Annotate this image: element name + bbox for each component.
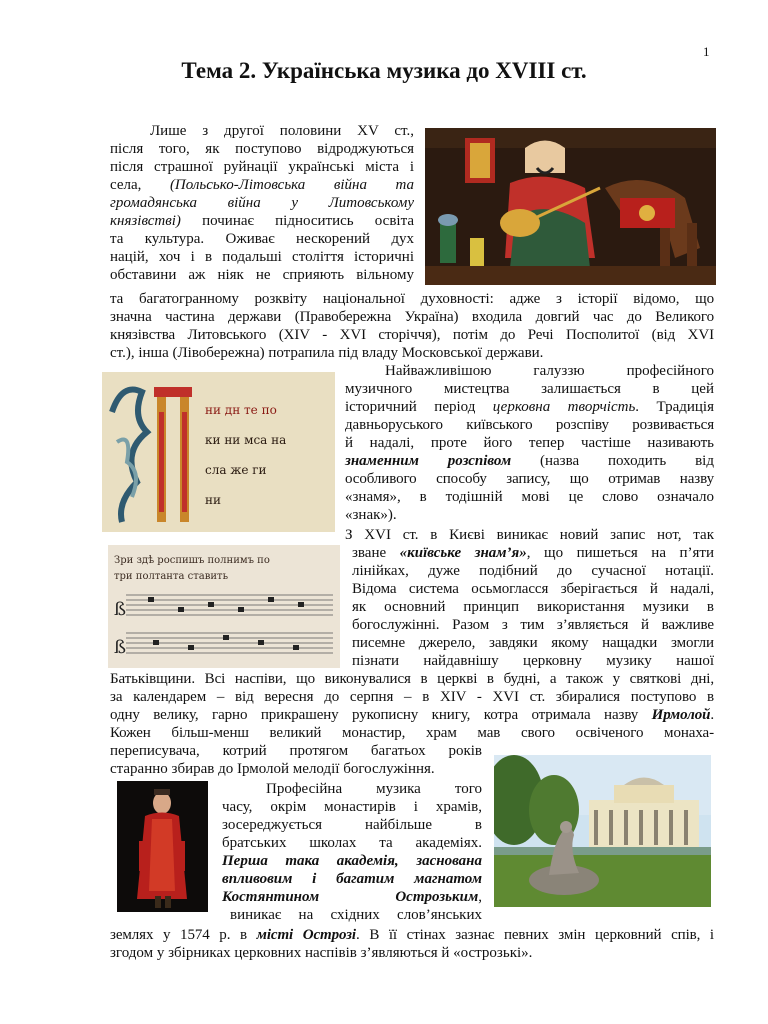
cossack-mamay-painting xyxy=(425,128,716,285)
svg-text:ß: ß xyxy=(114,599,127,620)
paragraph-line: Перша така академія, заснована xyxy=(222,853,482,869)
paragraph-line: згодом у збірниках церковних наспівів з’являються й «острозькі». xyxy=(110,945,533,961)
manuscript-neume-line-2: ки ни мса на xyxy=(205,433,287,447)
paragraph-line: історичний період церковна творчість. Традиція xyxy=(345,399,714,415)
paragraph-line: села, (Польсько-Літовська війна та xyxy=(110,177,414,193)
paragraph-line: давньоруського київського розспіву розвивається xyxy=(345,417,714,433)
paragraph-line: Батьківщини. Всі наспіви, що виконувалися в церкві в будні, а також у святкові дні, xyxy=(110,671,714,687)
paragraph-line: богослужінні. Разом з тим з’являється й важливе xyxy=(352,617,714,633)
paragraph-line: переписувача, котрий протягом багатьох років xyxy=(110,743,482,759)
paragraph-line: ст.), інша (Лівобережна) потрапила під владу Московської держави. xyxy=(110,345,544,361)
paragraph-line: після того, як поступово відроджуються xyxy=(110,141,414,157)
illuminated-manuscript-image xyxy=(102,372,335,532)
notation-text-line-2: три полтанта ставить xyxy=(114,571,229,582)
ostrozky-portrait xyxy=(117,781,208,912)
paragraph-line: братських школах та академіях. xyxy=(222,835,482,851)
paragraph-line: й надалі, проте його тепер частіше називають xyxy=(345,435,714,451)
page-title: Тема 2. Українська музика до XVIII ст. xyxy=(181,58,587,83)
paragraph-line: князівстві) починає підноситись освіта xyxy=(110,213,414,229)
paragraph-line: громадянська війна у Литовському xyxy=(110,195,414,211)
paragraph-line: часу, окрім монастирів і храмів, xyxy=(222,799,482,815)
paragraph-line: націй, хоч і в подальші століття історичні xyxy=(110,249,414,265)
manuscript-neume-line-1: ни дн те по xyxy=(205,403,277,417)
paragraph-line: після страшної руйнації українські міста і xyxy=(110,159,414,175)
paragraph-line: «знак»). xyxy=(345,507,397,523)
paragraph-line: та культура. Оживає нескорений дух xyxy=(110,231,414,247)
paragraph-line: зосереджується найбільше в xyxy=(222,817,482,833)
paragraph-line: лінійках, дуже подібний до сучасної нотації. xyxy=(352,563,714,579)
paragraph-line: старанно збирав до Ірмолой мелодії богослужіння. xyxy=(110,761,435,777)
ostroh-park-photo xyxy=(494,755,711,907)
paragraph-line: З XVI ст. в Києві виникає новий запис нот, так xyxy=(345,527,714,543)
paragraph-line: Лише з другої половини XV ст., xyxy=(150,123,414,139)
paragraph-line: землях у 1574 р. в місті Острозі. В її стінах зазнає певних змін церковний спів, і xyxy=(110,927,714,943)
paragraph-line: як основний принцип використання музики в xyxy=(352,599,714,615)
paragraph-line: «знамя», в тодішній мові це слово означало xyxy=(345,489,714,505)
paragraph-line: Костянтином Острозьким, xyxy=(222,889,482,905)
paragraph-line: одну велику, гарно прикрашену рукописну книгу, котра отримала назву Ирмолой. xyxy=(110,707,714,723)
paragraph-line: зване «київське знам’я», що пишеться на п’яти xyxy=(352,545,714,561)
manuscript-neume-line-4: ни xyxy=(205,493,221,507)
paragraph-line: Найважливішою галуззю професійного xyxy=(385,363,714,379)
svg-text:ß: ß xyxy=(114,637,127,658)
paragraph-line: значна частина держави (Правобережна Україна) входила довгий час до Великого xyxy=(110,309,714,325)
paragraph-line: особливого способу запису, що отримав назву xyxy=(345,471,714,487)
paragraph-line: за календарем – від вересня до серпня – в XIV - XVI ст. збиралися поступово в xyxy=(110,689,714,705)
paragraph-line: Відома система осьмогласся зберігається й надалі, xyxy=(352,581,714,597)
kyiv-notation-image xyxy=(108,545,340,668)
paragraph-line: знаменним розспівом (назва походить від xyxy=(345,453,714,469)
paragraph-line: Кожен більш-менш великий монастир, храм мав свого освіченого монаха- xyxy=(110,725,714,741)
paragraph-line: князівства Литовського (XIV - XVI сторіччя), потім до Речі Посполитої (від XVI xyxy=(110,327,714,343)
paragraph-line: музичного мистецтва залишається в цей xyxy=(345,381,714,397)
paragraph-line: Професійна музика того xyxy=(266,781,482,797)
paragraph-line: обставини аж ніяк не сприяють вільному xyxy=(110,267,414,283)
paragraph-line: писемне джерело, завдяки якому нащадки змогли xyxy=(352,635,714,651)
manuscript-neume-line-3: сла же ги xyxy=(205,463,267,477)
paragraph-line: виникає на східних слов’янських xyxy=(230,907,482,923)
notation-text-line-1: Зри здѣ роспишъ полнимъ по xyxy=(114,555,270,566)
paragraph-line: та багатогранному розквіту національної духовності: адже з історії відомо, що xyxy=(110,291,714,307)
page-number: 1 xyxy=(703,44,710,59)
paragraph-line: впливовим і багатим магнатом xyxy=(222,871,482,887)
paragraph-line: пізнати найдавнішу церковну музику нашої xyxy=(352,653,714,669)
